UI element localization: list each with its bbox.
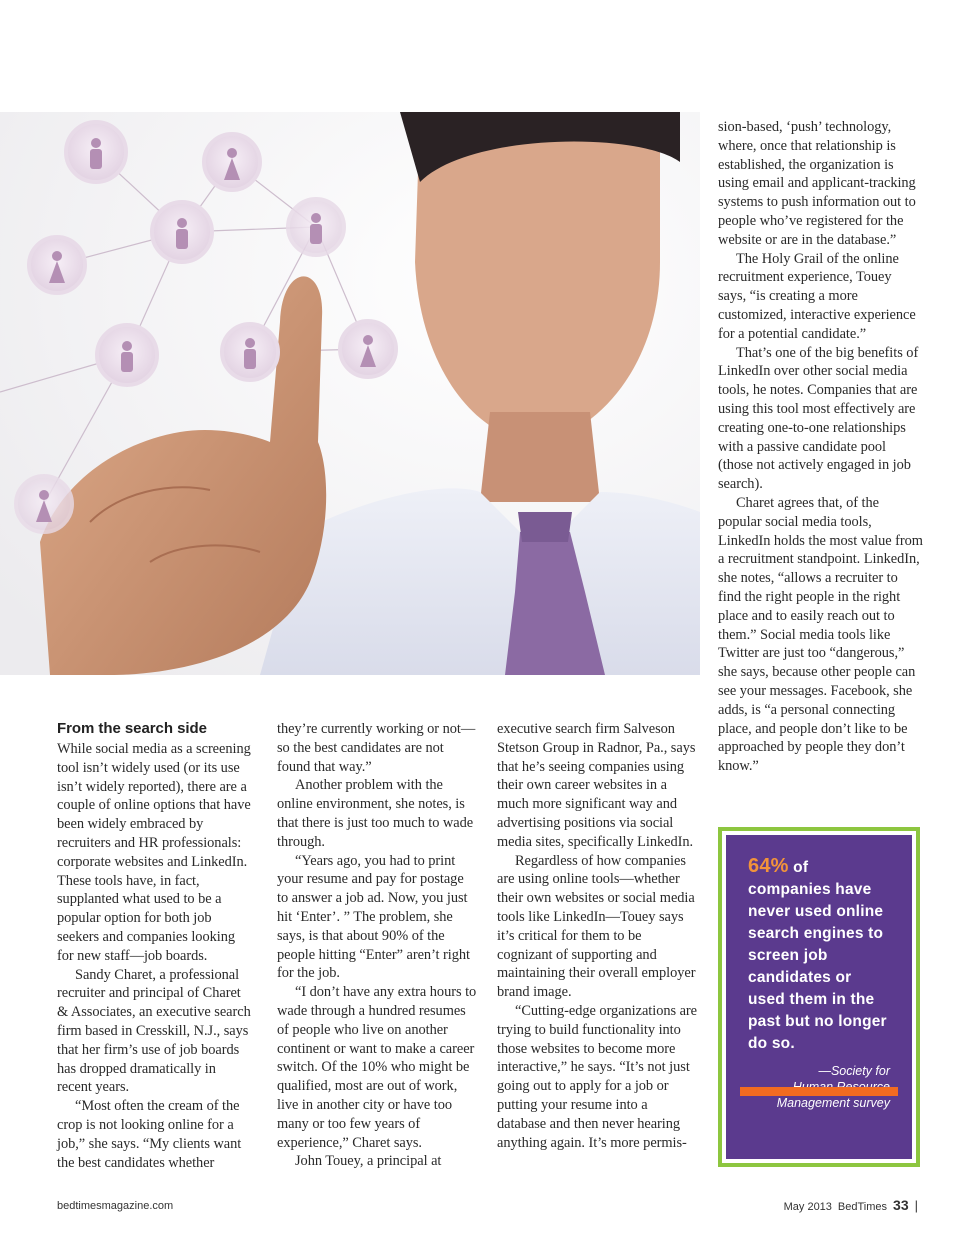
article-column-3 [497, 720, 699, 1152]
article-column-4 [718, 118, 923, 776]
person-female-icon [204, 134, 260, 190]
man-touching-network-illustration [0, 112, 700, 675]
stat-callout-text [748, 855, 892, 1055]
stat-description: of companies have never used online search engines to screen job candidates or used them in the past but no longer do so. [748, 859, 887, 1052]
paragraph: they’re currently working or not—so the best candidates are not found that way.” [277, 721, 476, 775]
stat-callout-inner [726, 835, 912, 1159]
footer-folio [784, 1197, 918, 1213]
person-icon [288, 199, 344, 255]
folio-separator: | [914, 1198, 918, 1213]
paragraph: Another problem with the online environment, she notes, is that there is just too much to wade through. [277, 777, 474, 850]
paragraph: John Touey, a principal at [295, 1153, 442, 1170]
stat-source-line: —Society for [818, 1064, 890, 1078]
stat-source-line: Management survey [776, 1096, 890, 1110]
stat-callout-box [718, 827, 920, 1167]
footer-website: bedtimesmagazine.com [57, 1200, 174, 1212]
person-female-icon [29, 237, 85, 293]
person-female-icon [16, 476, 72, 532]
page-number: 33 [893, 1197, 909, 1213]
footer-issue-date: May 2013 [783, 1201, 832, 1213]
paragraph: executive search firm Salveson Stetson Group in Radnor, Pa., says that he’s seeing companies using their own career websites in a much more significant way and advertising positions via social media sites, specifically LinkedIn. [497, 721, 696, 850]
paragraph: The Holy Grail of the online recruitment experience, Touey says, “is creating a more customized, interactive experience for a potential candidate.” [718, 250, 916, 342]
paragraph: Charet agrees that, of the popular social media tools, LinkedIn holds the most value from a recruitment standpoint. LinkedIn, she notes, “allows a recruiter to find the right people in the right place and to easily reach out to them.” Social media tools like Twitter are just too “dangerous,” she says, because other people can see your messages. Facebook, she adds, is “a personal connecting place, and people don’t like to be approached by people they don’t know.” [718, 494, 923, 775]
person-icon [222, 324, 278, 380]
paragraph: Sandy Charet, a professional recruiter and principal of Charet & Associates, an executive search firm based in Cresskill, N.J., says that her firm’s use of job boards has dropped dramatically in recent years. [57, 966, 251, 1096]
person-icon [152, 202, 212, 262]
paragraph: While social media as a screening tool isn’t widely used (or its use isn’t widely reported), there are a couple of online options that have been widely embraced by recruiters and HR professionals: corporate websites and LinkedIn. These tools have, in fact, supplanted what used to be a popular option for both job seekers and companies looking for new staff—job boards. [57, 741, 251, 964]
footer-magazine-name: BedTimes [837, 1201, 888, 1213]
paragraph: “I don’t have any extra hours to wade through a hundred resumes of people who live on another continent or want to make a career switch. Of the 10% who might be qualified, most are out of work, live in another city or have too many or too few years of experience,” Charet says. [277, 984, 477, 1151]
section-subhead: From the search side [57, 720, 207, 737]
person-female-icon [340, 321, 396, 377]
person-icon [66, 122, 126, 182]
article-column-1 [57, 720, 251, 1172]
paragraph: That’s one of the big benefits of LinkedIn over other social media tools, he notes. Companies that are using this tool most effectively are creating one-to-one relationships with a passive candidate pool (those not actively engaged in job search). [718, 344, 919, 493]
paragraph: Regardless of how companies are using online tools—whether their own websites or social media tools like LinkedIn—Touey says it’s critical for them to be cognizant of supporting and maintaining their overall employer brand image. [497, 852, 696, 1001]
paragraph: “Cutting-edge organizations are trying to build functionality into those websites to become more interactive,” he says. “It’s not just going out to apply for a job or putting your resume into a database and then never hearing anything again. It’s more permis- [497, 1002, 698, 1151]
paragraph: sion-based, ‘push’ technology, where, once that relationship is established, the organization is using email and applicant-tracking systems to push information out to people who’ve registered for the website or are in the database.” [718, 119, 916, 248]
stat-percent: 64% [748, 855, 789, 877]
paragraph: “Years ago, you had to print your resume and pay for postage to answer a job ad. Now, you just hit ‘Enter’. ” The problem, she says, is that about 90% of the people hitting “Enter” aren’t right for the job. [277, 852, 470, 982]
person-icon [97, 325, 157, 385]
paragraph: “Most often the cream of the crop is not looking online for a job,” she says. “My clients want the best candidates whether [57, 1098, 242, 1171]
hero-photo [0, 112, 700, 675]
article-column-2 [277, 720, 477, 1171]
accent-bar [740, 1087, 898, 1096]
